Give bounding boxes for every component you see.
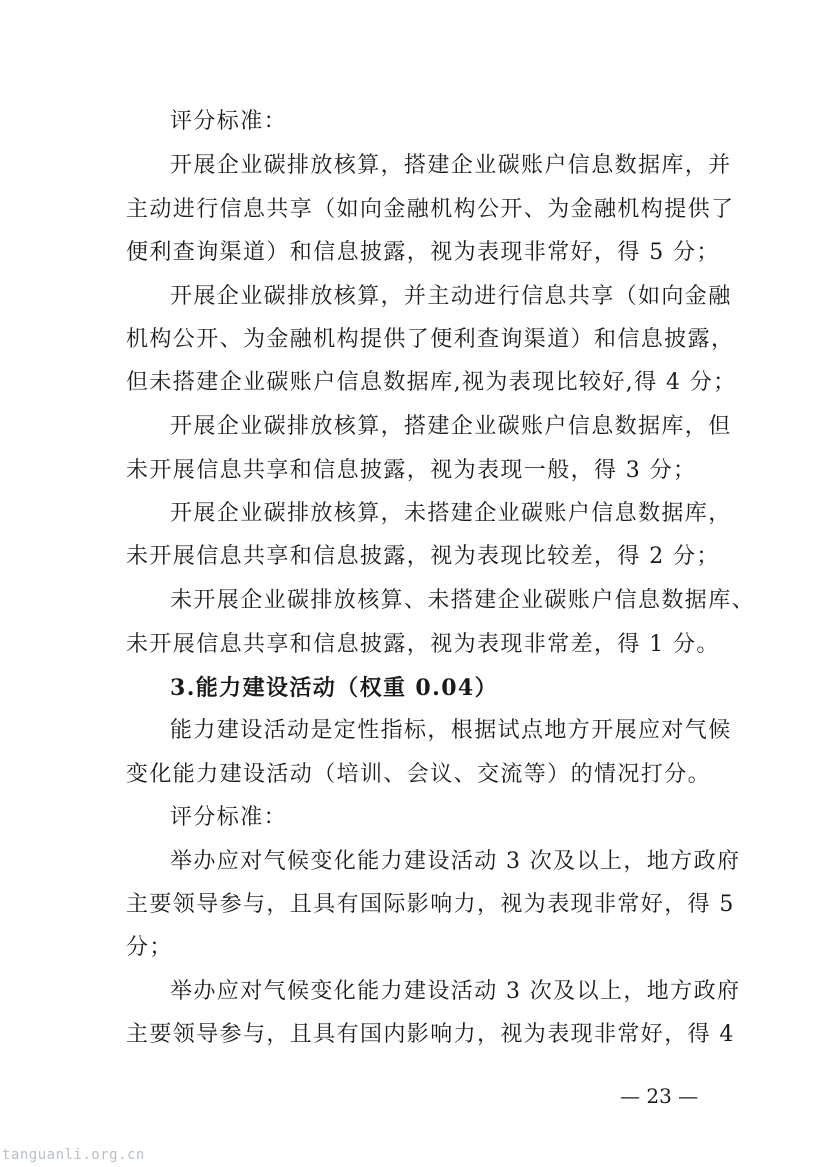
paragraph-line: 分；: [126, 935, 173, 960]
paragraph-line: 未开展企业碳排放核算、未搭建企业碳账户信息数据库、: [170, 588, 756, 613]
paragraph-line: 举办应对气候变化能力建设活动 3 次及以上，地方政府: [170, 849, 741, 874]
paragraph-line: 主要领导参与，且具有国内影响力，视为表现非常好，得 4: [126, 1022, 735, 1047]
paragraph-line: 未开展信息共享和信息披露，视为表现比较差，得 2 分；: [126, 544, 720, 569]
paragraph-line: 未开展信息共享和信息披露，视为表现非常差，得 1 分。: [126, 632, 720, 657]
page-number: — 23 —: [620, 1084, 699, 1108]
paragraph-line: 主要领导参与，且具有国际影响力，视为表现非常好，得 5: [126, 892, 735, 917]
watermark: tanguanli.org.cn: [2, 1147, 145, 1163]
scoring-criteria-heading: 评分标准：: [170, 805, 288, 830]
paragraph-line: 开展企业碳排放核算，未搭建企业碳账户信息数据库，: [170, 501, 732, 526]
paragraph-line: 开展企业碳排放核算，并主动进行信息共享（如向金融: [170, 284, 732, 309]
paragraph-line: 举办应对气候变化能力建设活动 3 次及以上，地方政府: [170, 979, 741, 1004]
paragraph-line: 开展企业碳排放核算，搭建企业碳账户信息数据库，并: [170, 153, 732, 178]
paragraph-line: 便利查询渠道）和信息披露，视为表现非常好，得 5 分；: [126, 240, 720, 265]
scoring-criteria-heading: 评分标准：: [170, 109, 288, 134]
paragraph-line: 变化能力建设活动（培训、会议、交流等）的情况打分。: [126, 762, 712, 787]
section-heading: 3.能力建设活动（权重 0.04）: [170, 675, 499, 701]
paragraph-line: 机构公开、为金融机构提供了便利查询渠道）和信息披露，: [126, 327, 735, 352]
paragraph-line: 开展企业碳排放核算，搭建企业碳账户信息数据库，但: [170, 414, 732, 439]
paragraph-line: 主动进行信息共享（如向金融机构公开、为金融机构提供了: [126, 197, 735, 222]
paragraph-line: 但未搭建企业碳账户信息数据库,视为表现比较好,得 4 分；: [126, 370, 737, 395]
paragraph-line: 能力建设活动是定性指标，根据试点地方开展应对气候: [170, 718, 732, 743]
paragraph-line: 未开展信息共享和信息披露，视为表现一般，得 3 分；: [126, 458, 697, 483]
